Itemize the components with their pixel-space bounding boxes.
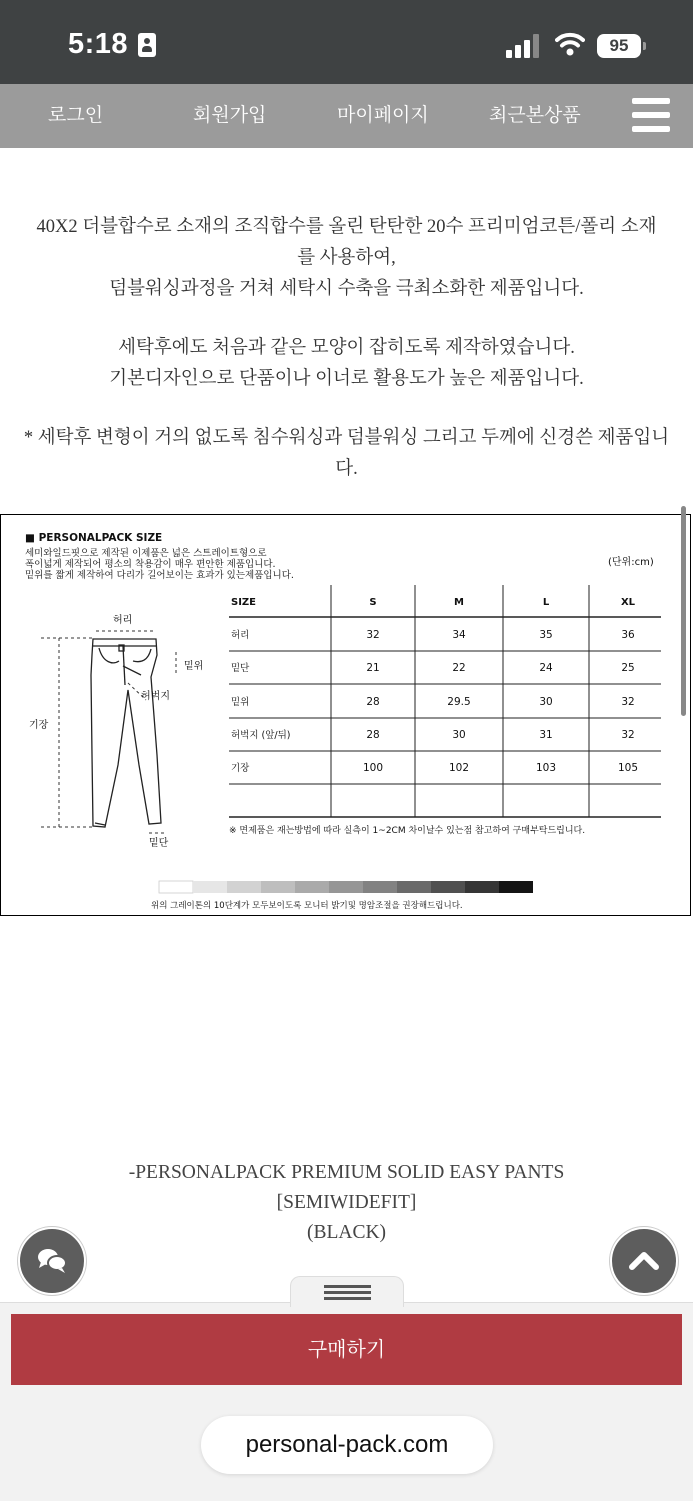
table-header-cell: L bbox=[542, 597, 550, 608]
status-bar bbox=[0, 0, 693, 84]
chart-heading: ■ PERSONALPACK SIZE bbox=[25, 532, 163, 544]
nav-recent-items[interactable]: 최근본상품 bbox=[489, 104, 581, 126]
table-cell: 21 bbox=[366, 662, 380, 674]
status-time: 5:18 bbox=[68, 28, 129, 60]
battery-tip bbox=[643, 42, 646, 50]
gray-scale-swatch bbox=[227, 881, 261, 893]
table-cell: 32 bbox=[621, 729, 635, 741]
table-cell: 30 bbox=[539, 696, 553, 708]
table-row-label: 밑단 bbox=[231, 663, 250, 674]
nav-mypage[interactable]: 마이페이지 bbox=[337, 104, 429, 126]
table-cell: 32 bbox=[366, 629, 380, 641]
pants-diagram bbox=[91, 639, 161, 827]
signal-icon bbox=[506, 34, 542, 58]
address-bar[interactable]: personal-pack.com bbox=[201, 1416, 493, 1474]
table-cell: 34 bbox=[452, 629, 466, 641]
table-cell: 25 bbox=[621, 662, 635, 674]
gray-scale-swatch bbox=[431, 881, 465, 893]
table-row-label: 밑위 bbox=[231, 697, 250, 708]
table-row-label: 허벅지 (앞/뒤) bbox=[231, 730, 291, 741]
scroll-to-top-button[interactable] bbox=[610, 1227, 678, 1295]
buy-button[interactable]: 구매하기 bbox=[11, 1314, 682, 1385]
gray-scale-swatch bbox=[295, 881, 329, 893]
description-paragraph-3: * 세탁후 변형이 거의 없도록 침수워싱과 덤블워싱 그리고 두께에 신경쓴 제품입니 다. bbox=[23, 428, 670, 479]
wifi-icon bbox=[555, 32, 585, 56]
table-cell: 103 bbox=[535, 762, 557, 774]
table-cell: 36 bbox=[621, 629, 635, 641]
chart-intro-line: 밑위를 짧게 제작하여 다리가 길어보이는 효과가 있는제품입니다. bbox=[25, 570, 294, 581]
gray-scale-note: 위의 그레이톤의 10단계가 모두보이도록 모니터 밝기및 명암조절을 권장해드립니다. bbox=[151, 901, 463, 911]
size-chart-graphic bbox=[1, 515, 690, 915]
label-length: 기장 bbox=[29, 720, 49, 731]
top-nav bbox=[0, 84, 693, 148]
table-cell: 28 bbox=[366, 729, 380, 741]
table-cell: 31 bbox=[539, 729, 553, 741]
label-waist: 허리 bbox=[113, 615, 133, 626]
chat-button[interactable] bbox=[18, 1227, 86, 1295]
gray-scale-swatch bbox=[363, 881, 397, 893]
description-paragraph-2: 세탁후에도 처음과 같은 모양이 잡히도록 제작하였습니다. 기본디자인으로 단품이나 이너로 활용도가 높은 제품입니다. bbox=[109, 338, 584, 389]
gray-scale-bar bbox=[159, 881, 533, 893]
table-header-cell: SIZE bbox=[231, 597, 257, 608]
table-cell: 28 bbox=[366, 696, 380, 708]
table-cell: 100 bbox=[362, 762, 384, 774]
page-scrollbar[interactable] bbox=[681, 506, 686, 716]
chart-intro-line: 폭이넓게 제작되어 평소의 착용감이 매우 편안한 제품입니다. bbox=[25, 559, 276, 570]
nav-login[interactable]: 로그인 bbox=[48, 104, 104, 126]
gray-scale-swatch bbox=[465, 881, 499, 893]
table-cell: 29.5 bbox=[447, 696, 471, 708]
gray-scale-swatch bbox=[329, 881, 363, 893]
measurement-note: ※ 면제품은 재는방법에 따라 실측이 1~2CM 차이날수 있는점 참고하여 구매부탁드립니다. bbox=[229, 826, 586, 836]
gray-scale-swatch bbox=[261, 881, 295, 893]
table-header-cell: M bbox=[454, 597, 464, 608]
chat-bubbles-icon bbox=[20, 1229, 84, 1293]
table-cell: 22 bbox=[452, 662, 466, 674]
hamburger-menu-icon[interactable] bbox=[632, 98, 670, 132]
product-title: -PERSONALPACK PREMIUM SOLID EASY PANTS [SEMIWIDEFIT] (BLACK) bbox=[128, 1162, 565, 1243]
table-header-cell: XL bbox=[620, 597, 636, 608]
label-hem: 밑단 bbox=[149, 838, 169, 849]
unit-label: (단위:cm) bbox=[608, 557, 654, 568]
gray-scale-swatch bbox=[193, 881, 227, 893]
table-cell: 30 bbox=[452, 729, 466, 741]
table-row-label: 허리 bbox=[231, 630, 250, 641]
gray-scale-swatch bbox=[499, 881, 533, 893]
gray-scale-swatch bbox=[397, 881, 431, 893]
id-card-icon bbox=[138, 33, 156, 57]
table-cell: 102 bbox=[448, 762, 470, 774]
table-cell: 35 bbox=[539, 629, 553, 641]
size-chart bbox=[0, 514, 691, 916]
table-cell: 24 bbox=[539, 662, 553, 674]
nav-signup[interactable]: 회원가입 bbox=[193, 104, 267, 126]
drag-handle-icon[interactable] bbox=[324, 1283, 371, 1301]
label-rise: 밑위 bbox=[184, 661, 204, 672]
description-paragraph-1: 40X2 더블합수로 소재의 조직합수를 올린 탄탄한 20수 프리미엄코튼/폴리 소재 를 사용하여, 덤블워싱과정을 거쳐 세탁시 수축을 극최소화한 제품입니다. bbox=[36, 217, 657, 299]
table-row-label: 기장 bbox=[231, 763, 250, 774]
label-thigh: 허벅지 bbox=[141, 691, 170, 702]
table-cell: 105 bbox=[617, 762, 639, 774]
gray-scale-swatch bbox=[159, 881, 193, 893]
table-header-cell: S bbox=[369, 597, 377, 608]
chevron-up-icon bbox=[612, 1229, 676, 1293]
chart-intro-line: 세미와일드핏으로 제작된 이제품은 넓은 스트레이트형으로 bbox=[25, 548, 267, 559]
table-cell: 32 bbox=[621, 696, 635, 708]
battery-indicator: 95 bbox=[597, 34, 641, 58]
